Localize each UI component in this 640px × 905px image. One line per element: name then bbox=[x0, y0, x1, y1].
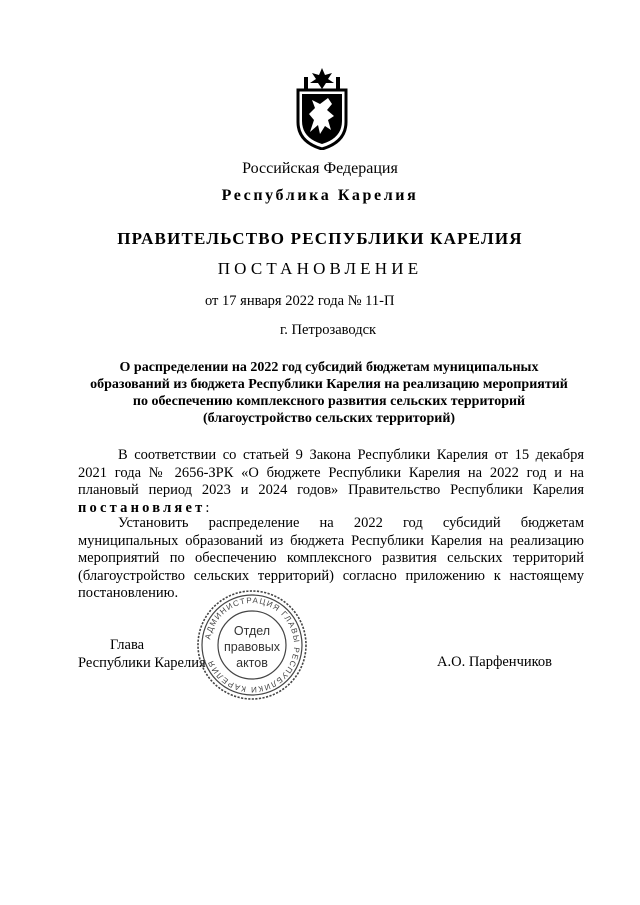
stamp-line-2: правовых bbox=[224, 640, 280, 654]
document-title: О распределении на 2022 год субсидий бюджетам муниципальных образований из бюджета Республики Карелия на реализацию мероприятий по обеспечению комплексного развития сельских территорий (благоустройство сельских территорий) bbox=[90, 360, 568, 426]
republic-name: Республика Карелия bbox=[221, 187, 419, 204]
stamp-line-1: Отдел bbox=[233, 624, 271, 638]
document-type: ПОСТАНОВЛЕНИЕ bbox=[217, 259, 423, 278]
signatory-position-line2: Республики Карелия bbox=[78, 655, 206, 671]
resolves-keyword: постановляет bbox=[78, 499, 206, 516]
government-name: ПРАВИТЕЛЬСТВО РЕСПУБЛИКИ КАРЕЛИЯ bbox=[117, 229, 523, 248]
document-date-number: от 17 января 2022 года № 11-П bbox=[205, 293, 395, 309]
body-paragraph-1-end: : bbox=[205, 499, 210, 516]
coat-of-arms-icon bbox=[292, 68, 352, 150]
body-paragraph-1-text: В соответствии со статьей 9 Закона Республики Карелия от 15 декабря 2021 года № 2656-ЗРК «О бюджете Республики Карелия на 2022 год и на плановый период 2023 и 2024 годов» Правительство Республики Карелия bbox=[78, 447, 584, 498]
document-city: г. Петрозаводск bbox=[280, 322, 377, 338]
signatory-name: А.О. Парфенчиков bbox=[437, 654, 553, 670]
official-stamp bbox=[196, 589, 308, 701]
body-paragraph-1 bbox=[78, 447, 584, 517]
signatory-position-line1: Глава bbox=[110, 637, 145, 653]
body-paragraph-2: Установить распределение на 2022 год субсидий бюджетам муниципальных образований из бюджета Республики Карелия на реализацию мероприятий по обеспечению комплексного развития сельских территорий (благоустройство сельских территорий) согласно приложению к настоящему постановлению. bbox=[78, 515, 584, 601]
signatory-position bbox=[78, 636, 206, 672]
country-name: Российская Федерация bbox=[242, 160, 398, 177]
stamp-ring-text: АДМИНИСТРАЦИЯ ГЛАВЫ РЕСПУБЛИКИ КАРЕЛИЯ bbox=[203, 595, 302, 695]
stamp-line-3: актов bbox=[236, 656, 268, 670]
